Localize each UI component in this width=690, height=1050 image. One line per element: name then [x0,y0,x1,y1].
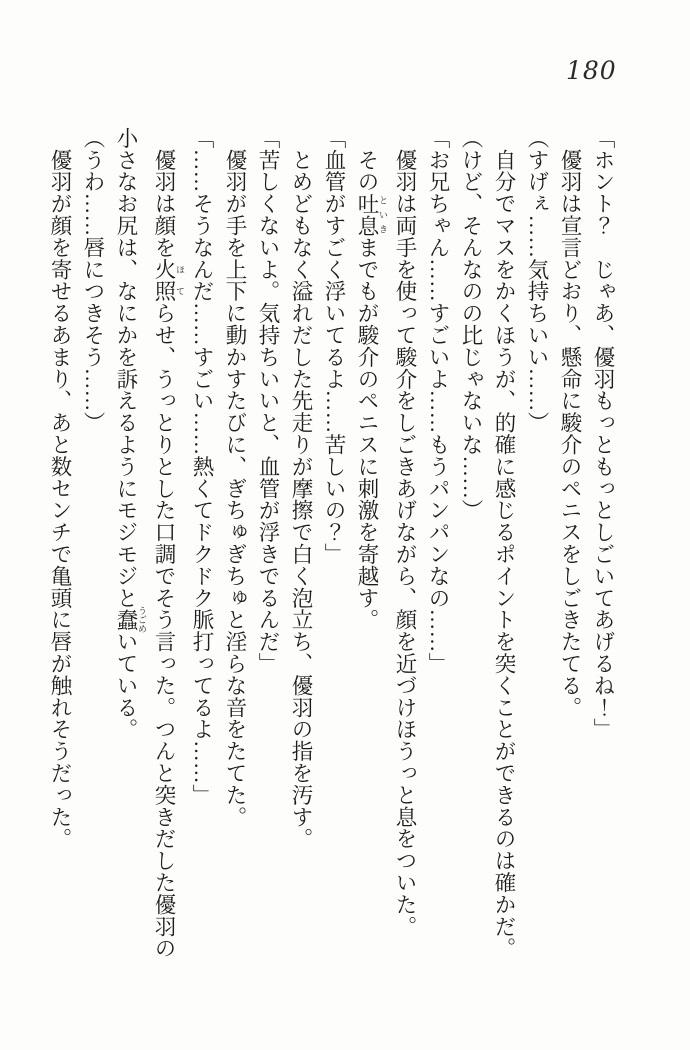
text-line: 「ホント？ じゃあ、優羽もっともっとしごいてあげるね！」 [591,127,615,741]
vertical-text-block [43,127,619,1007]
furigana-ruby: 蠢 うごめ [114,606,147,634]
furigana-ruby: 吐息 といき [355,192,388,237]
text-line: とめどもなく溢れだした先走りが摩擦で白く泡立ち、優羽の指を汚す。 [289,127,313,850]
text-line: 優羽は顔を火照 ほてらせ、うっとりとした口調でそう言った。つんと突きだした優羽の [152,127,185,960]
furigana-ruby: 火照 ほて [152,258,185,303]
text-line: その吐息 といきまでもが駿介のペニスに刺激を寄越す。 [355,127,388,631]
text-line: 優羽が顔を寄せるあまり、あと数センチで亀頭に唇が触れそうだった。 [48,127,72,850]
text-line: （うわ……唇につきそう……） [81,127,105,434]
text-line: 「……そうなんだ……すごい……熱くてドクドク脈打ってるよ……」 [190,127,214,806]
text-line: 「お兄ちゃん……すごいよ……もうパンパンなの……」 [426,127,450,675]
text-line: 優羽は両手を使って駿介をしごきあげながら、顔を近づけほうっと息をついた。 [393,127,417,938]
text-line: 優羽が手を上下に動かすたびに、ぎちゅぎちゅと淫らな音をたてた。 [223,127,247,828]
text-line: 「血管がすごく浮いてるよ……苦しいの？」 [322,127,346,565]
text-line: 小さなお尻は、なにかを訴えるようにモジモジと蠢 うごめいている。 [114,127,147,741]
text-line: （けど、そんなのの比じゃないな……） [459,127,483,522]
page-number: 180 [566,56,617,85]
text-line: 優羽は宣言どおり、懸命に駿介のペニスをしごきたてる。 [558,127,582,719]
text-line: 自分でマスをかくほうが、的確に感じるポイントを突くことができるのは確かだ。 [492,127,516,960]
text-line: 「苦しくないよ。気持ちいいと、血管が浮きでるんだ」 [256,127,280,675]
text-line: （すげぇ……気持ちいい……） [525,127,549,434]
